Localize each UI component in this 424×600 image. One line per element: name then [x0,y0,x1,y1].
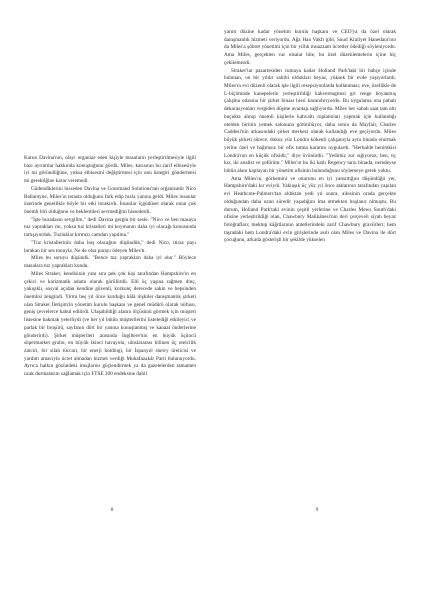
page-number: 9 [315,507,319,513]
paragraph: Karun Davina'nın, olayı organize eden kişiyle masaların yerleştirilmesiyle ilgili bazı ayrıntılar hakkında konuştuğunu gördü. Miles, karısının bu zarif elbisesiyle iyi mi göründüğüne, yoksa elbisesini değiştirmesi için onu üstegiri göndermesi mi gerektiğine karar veremedi. [24,155,196,185]
paragraph: Miles bu soruyu düşündü. "Bence tuz yaprakları daha iyi olur." Böylece masalara tuz yaprakları kondu. [24,255,196,270]
paragraph: yarım düzine kadar yönetim kurulu başkanı ve CEO'ya da özel olarak danışmanlık hizmeti veriyordu. Ağa Han Vakfı gibi, Suud Kraliyet Hanedanı'nın da Miles'a şöhret yönetimi için bir yıllık muazzam ücretler ödediği söyleniyordu. Ama Miles, gerçekten var olsalar bile, bu özel düzenlemelerin içine hiç çekilemezdi. [224,29,396,66]
paragraph: "Tuz kristallerinin daha hoş olacağını düşündük," dedi Nico, itiraz payı bırakan bir ses tonuyla. Ne de olsa parayı ödeyen Miles'tı. [24,239,196,254]
paragraph: Miles Straker, kendisinin yanı sıra pek çok kişi tarafından Hampshire'ın en çekici ve karizmatik adamı olarak görülürdü. Elli üç yaşına rağmen dinç, yakışıklı, sosyal açıdan kendine güvenli, korkunç derecede sakin ve hepsinden önemlisi zengindi. Yirmi beş yıl önce kurduğu hâlâ ilişkiler danışmanlık şirketi olan Straker İletişim'in yönetim kurulu başkanı ve genel müdürü olarak nüfusu, geniş çevrelerce kabul edilirdi. Ulaşabildiği alanın ölçüsünü görmek için müşteri listesine bakmak yeterliydi (ve her yıl bütün müşterilerini listelediği etkileyici ve parlak bir broşürü, sayfanın dört bir yanına konuşlanmış ve kanaat önderlerine gönderirdi). Şirket müşterileri arasında İngiltere'nin en büyük üçüncü süpermarket grubu, en büyük ikinci havayolu, uluslararası bilinen üç otelcilik zinciri, bir silah tüccarı, bir enerji holdingi, bir İspanyol sherry üreticisi ve yardım amacıyla ücret almadan hizmet verdiği Muhafazakâr Parti bulunuyordu. Ayrıca halkın gözündeki imajlarını güçlendirmek ya da gazetelerden tamamen uzak durmalarını sağlamak için FTSE 100 endeksine dahil [24,270,196,378]
paragraph: Ama Miles'ın, görkemini ve onurunu en iyi yansıttığını düşündüğü yer, Hampshire'daki kır eviydi. Yaklaşık üç yüz yıl önce atalarının tarafından yapılan evi Heathcote-Palmers'tan aldıktan yedi yıl sonra, ailesinin orada gerçekte olduğundan daha uzun süredir yaşadığını ima etmekten hoşlanır olmuştu. Bu durum, Holland Park'taki evinin çeşitli yerlerine ve Charles Mews South'daki ofisine yerleştirildiği olan, Chawbury Malikânesi'nin deri çerçeveli siyah beyaz fotoğrafları; mektup kâğıtlarının antetlerindeki zarif Chawbury gravürleri; hem taşradaki hem Londra'daki evin girişlerinde asılı olan Miles ve Davina ile dört çocuğunu, arkada gösterişli bir şekilde yükselen [224,175,396,244]
right-page [212,0,424,600]
paragraph: Güdendiklerini hisseden Davina ve Gourmand Solutions'tan organizatör Nico Ballantyne, Miles'ın terasta olduğunu fark edip hızla yanına geldi. Miles insanlar üzerinde genellikle böyle bir etki bırakırdı. İnsanlar içgüdüsel olarak onun çok önemli biri olduğunu ve beklentileri sevmediğini hissederdi. [24,185,196,216]
paragraph: Straker'lar pazartesiden cumaya kadar Holland Park'taki bir bahçe içinde bulunan, on bir yıldır sahibi oldukları beyaz, yüksek bir evde yaşıyorlardı. Miles'ın evi düzenli olarak işle ilgili resepsiyonlarda kullanması; eve, özellikle de L-biçiminde kanepelerin yerleştirildiği kahverengimsi gri renge boyanmış çalışma odasına bir şirket binası hissi kazandırıyordu. Bu uygulama ona pahalı dekorasyonları vergiden düşme avantajı sağlıyordu. Miles her sabah saat tam altı buçukta alınıp önemli kişilerle kahvaltı toplantıları yapmak için kullandığı otelden birinin yemek salonuna götürülüyor, daha sonra da Mayfair, Charles Caddesi'nin arkasındaki şirket merkezi olarak kullandığı eve geçiyordu. Miles büyük şirketi sürece, dokuz yüz Londra kökenli çalışanıyla aynı binada oturmak yerine özel ve bağımsız bir ofis tutma kararını uygulardı. "Herhalde benimkisi Londra'nın en küçük ofisidir," diye övünürdü. "Yedimiz zor sığıyoruz; ben, üç kız, iki analist ve şoförüm." Miles'ın bu iki katlı Regency tarzı binada, neredeyse bütün alanı kaplayan bir yönetim ofisinin bulunduğunu söylemeye gerek yoktu. [224,67,396,174]
page-number: 8 [110,507,114,513]
paragraph: "İşte buradasın sevgilim," dedi Davina gergin bir sesle. "Nico ve ben masaya tuz yaprakları mı, yoksa tuz kristalleri mi koymanın daha iyi olacağı konusunda tartışıyorduk. Tuzluklar kırmızı camdan yapılma." [24,216,196,239]
right-page-text [224,29,396,245]
left-page-text [24,155,196,379]
